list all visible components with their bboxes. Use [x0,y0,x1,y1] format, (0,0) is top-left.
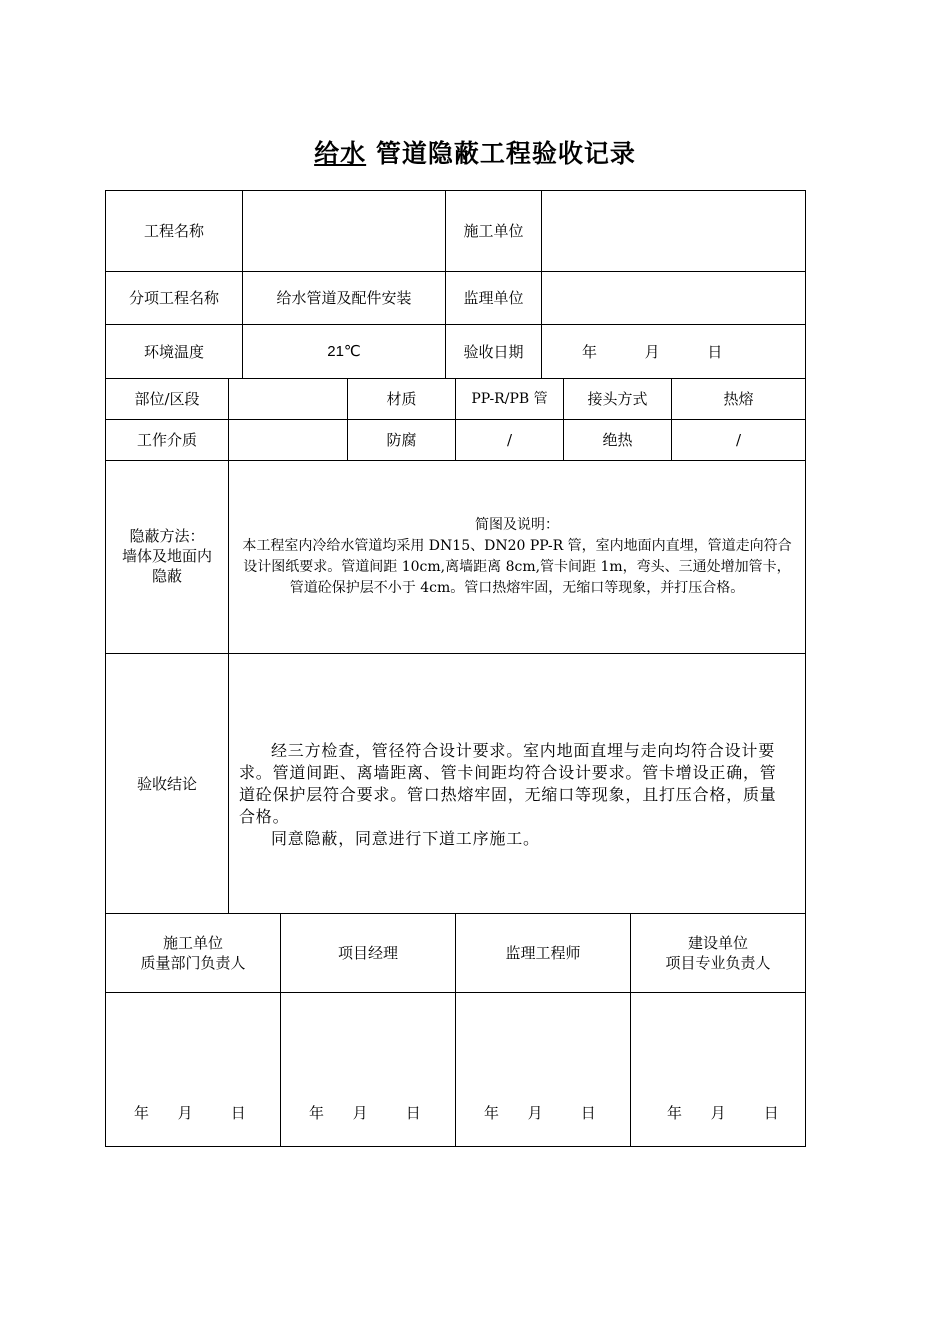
env-temp-label: 环境温度 [105,324,243,379]
concealment-method-line1: 隐蔽方法： [129,527,205,545]
material-value: PP-R/PB 管 [455,378,564,420]
project-name-label: 工程名称 [105,190,243,272]
conclusion-paragraph-2: 同意隐蔽，同意进行下道工序施工。 [271,829,540,848]
conclusion-label: 验收结论 [105,653,229,914]
location-label: 部位/区段 [105,378,229,420]
accept-date-label: 验收日期 [445,324,542,379]
joint-label: 接头方式 [563,378,672,420]
sign-contractor-line2: 质量部门负责人 [140,954,246,972]
insulation-value: / [671,419,806,461]
material-label: 材质 [347,378,456,420]
sub-project-label: 分项工程名称 [105,271,243,325]
sign-date-owner: 年 月 日 [667,1104,779,1122]
title-underlined-part: 给水 [314,139,367,168]
title-main-part: 管道隐蔽工程验收记录 [375,139,636,168]
sign-date-contractor: 年 月 日 [134,1104,246,1122]
sign-date-engineer: 年 月 日 [484,1104,596,1122]
supervisor-value [541,271,806,325]
sign-box-contractor [105,992,281,1147]
sign-owner-line2: 项目专业负责人 [665,954,771,972]
medium-label: 工作介质 [105,419,229,461]
sign-contractor-header [105,913,281,993]
project-name-value [242,190,446,272]
concealment-method-line3: 隐蔽 [151,567,182,585]
sketch-title: 简图及说明： [475,517,559,533]
sign-owner-line1: 建设单位 [687,934,748,952]
contractor-label: 施工单位 [445,190,542,272]
conclusion-paragraph-1: 经三方检查，管径符合设计要求。室内地面直埋与走向均符合设计要求。管道间距、离墙距离、管卡间距均符合设计要求。管卡增设正确，管道砼保护层符合要求。管口热熔牢固，无缩口等现象，且打压合格，质量合格。 [239,741,777,826]
location-value [228,378,348,420]
contractor-value [541,190,806,272]
anticorrosion-value: / [455,419,564,461]
sign-owner-header [630,913,806,993]
sign-pm-header: 项目经理 [280,913,456,993]
sign-box-engineer [455,992,631,1147]
medium-value [228,419,348,461]
concealment-method [105,460,229,654]
sketch-description [228,460,806,654]
anticorrosion-label: 防腐 [347,419,456,461]
insulation-label: 绝热 [563,419,672,461]
env-temp-value: 21℃ [242,324,446,379]
page-title [0,134,950,170]
accept-date-value: 年 月 日 [541,324,806,379]
sign-box-pm [280,992,456,1147]
supervisor-label: 监理单位 [445,271,542,325]
concealment-method-line2: 墙体及地面内 [121,547,212,565]
conclusion-text [228,653,806,914]
sketch-text: 本工程室内冷给水管道均采用 DN15、DN20 PP-R 管，室内地面内直埋，管道走向符合设计图纸要求。管道间距 10cm,离墙距离 8cm,管卡间距 1m，弯头、三通处增加管卡，管道砼保护层不小于 4cm。管口热熔牢固，无缩口等现象，并打压合格。 [242,538,792,596]
sign-box-owner [630,992,806,1147]
joint-value: 热熔 [671,378,806,420]
sign-date-pm: 年 月 日 [309,1104,421,1122]
sign-engineer-header: 监理工程师 [455,913,631,993]
sign-contractor-line1: 施工单位 [162,934,223,952]
sub-project-value: 给水管道及配件安装 [242,271,446,325]
